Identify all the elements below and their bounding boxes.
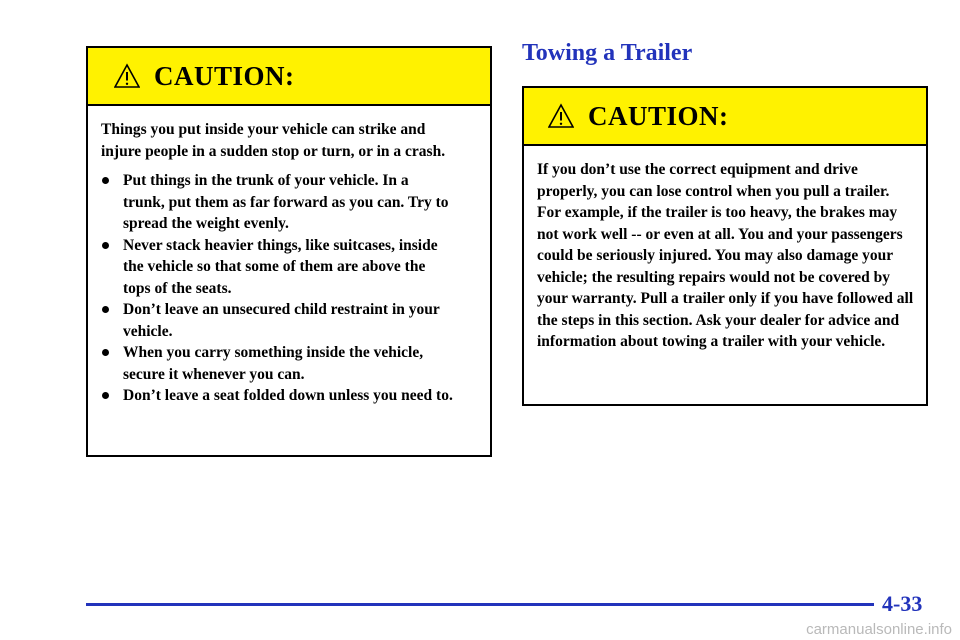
- caution-body: [88, 106, 490, 407]
- section-heading: Towing a Trailer: [522, 40, 693, 66]
- list-item: Never stack heavier things, like suitcases, inside the vehicle so that some of them are above the tops of the seats.: [101, 235, 454, 300]
- bullet-dot-icon: [102, 242, 109, 249]
- warning-triangle-icon: [548, 103, 574, 129]
- caution-title: CAUTION:: [154, 60, 295, 91]
- bullet-dot-icon: [102, 177, 109, 184]
- list-item: Don’t leave a seat folded down unless you need to.: [101, 385, 454, 407]
- bullet-dot-icon: [102, 306, 109, 313]
- caution-header: [88, 48, 490, 106]
- list-item: When you carry something inside the vehicle, secure it whenever you can.: [101, 342, 454, 385]
- caution-box-left: [86, 46, 492, 457]
- page-number: 4-33: [882, 591, 923, 616]
- bullet-dot-icon: [102, 349, 109, 356]
- caution-body: [524, 146, 926, 353]
- caution-title: CAUTION:: [588, 100, 729, 131]
- caution-intro: Things you put inside your vehicle can strike and injure people in a sudden stop or turn, or in a crash.: [101, 121, 446, 160]
- list-item: Put things in the trunk of your vehicle. In a trunk, put them as far forward as you can. Try to spread the weight evenly.: [101, 170, 454, 235]
- warning-triangle-icon: [114, 63, 140, 89]
- list-item: Don’t leave an unsecured child restraint in your vehicle.: [101, 299, 454, 342]
- caution-text: If you don’t use the correct equipment and drive properly, you can lose control when you pull a trailer. For example, if the trailer is too heavy, the brakes may not work well -- or even at all. You and your passengers could be seriously injured. You may also damage your vehicle; the resulting repairs would not be covered by your warranty. Pull a trailer only if you have followed all the steps in this section. Ask your dealer for advice and information about towing a trailer with your vehicle.: [537, 161, 914, 350]
- caution-bullet-list: [101, 170, 454, 407]
- footer-rule: [86, 603, 874, 606]
- caution-header: [524, 88, 926, 146]
- bullet-dot-icon: [102, 392, 109, 399]
- watermark: carmanualsonline.info: [806, 621, 952, 638]
- caution-box-right: [522, 86, 928, 406]
